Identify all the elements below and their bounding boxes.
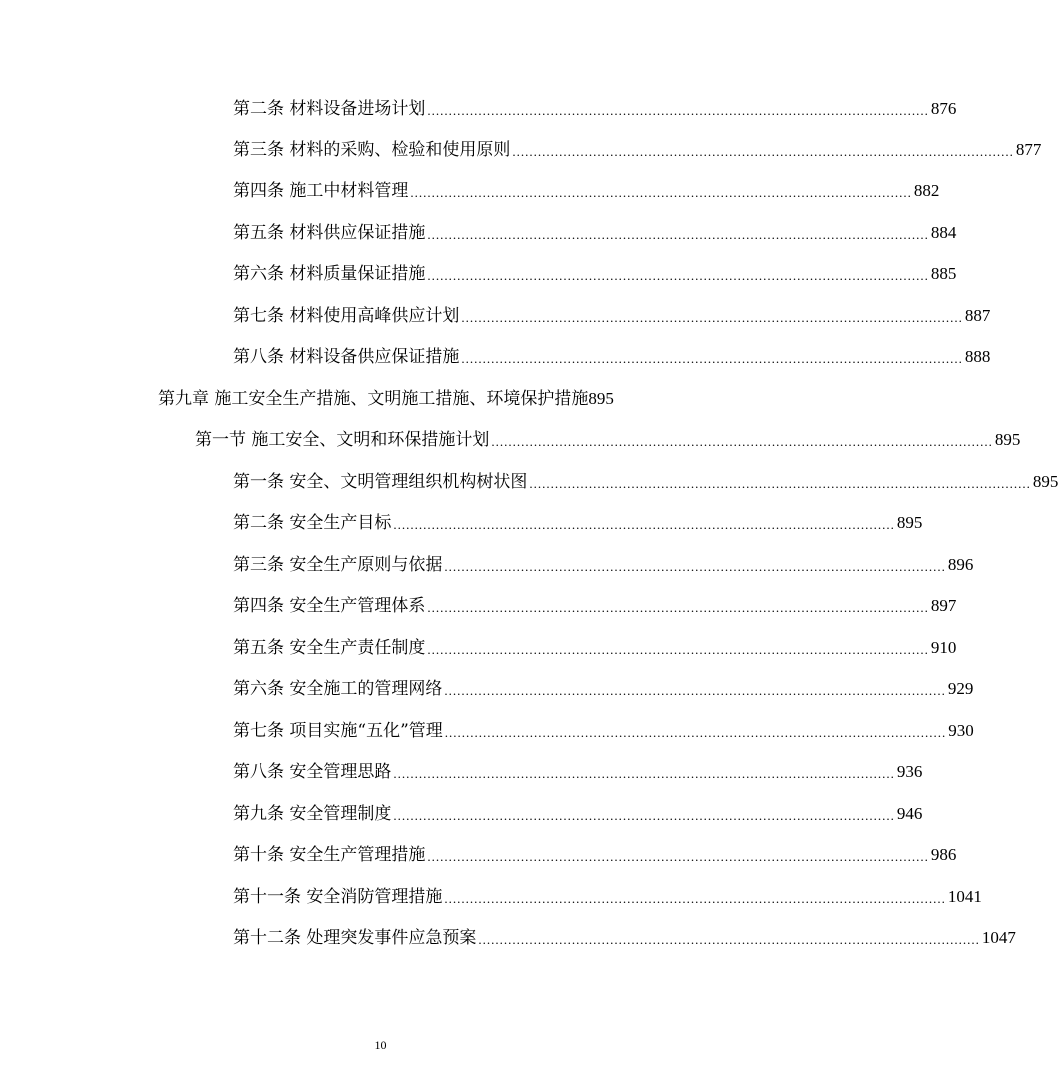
toc-entry[interactable] <box>233 836 957 866</box>
toc-leader-dots: ...................................................................................................................... <box>393 808 895 823</box>
toc-entry-page: 882 <box>913 181 940 200</box>
toc-entry-label: 第十条 安全生产管理措施 <box>233 845 426 865</box>
toc-leader-dots: ...................................................................................................................... <box>444 725 947 740</box>
toc-leader-dots: ...................................................................................................................... <box>427 849 929 864</box>
toc-entry-page: 885 <box>930 264 957 283</box>
toc-entry-label: 第十一条 安全消防管理措施 <box>233 887 443 907</box>
toc-entry-page: 897 <box>930 596 957 615</box>
toc-entry[interactable] <box>233 504 923 534</box>
toc-entry[interactable] <box>233 795 923 825</box>
toc-entry-page: 910 <box>930 638 957 657</box>
toc-entry-page: 929 <box>947 679 974 698</box>
toc-leader-dots: ...................................................................................................................... <box>427 600 929 615</box>
toc-entry-page: 888 <box>964 347 991 366</box>
toc-entry[interactable] <box>233 131 1042 161</box>
toc-leader-dots: ...................................................................................................................... <box>427 227 929 242</box>
toc-leader-dots: ...................................................................................................................... <box>461 351 963 366</box>
toc-entry-label: 第九章 施工安全生产措施、文明施工措施、环境保护措施 <box>158 389 589 409</box>
toc-entry-page: 896 <box>947 555 974 574</box>
toc-entry[interactable] <box>233 919 1016 949</box>
toc-leader-dots: ...................................................................................................................... <box>427 268 929 283</box>
toc-entry-page: 1041 <box>947 887 982 906</box>
page-number: 10 <box>374 1038 387 1052</box>
toc-entry[interactable] <box>233 712 974 742</box>
toc-entry-page: 895 <box>588 389 614 408</box>
toc-entry[interactable] <box>233 463 1058 493</box>
toc-entry[interactable] <box>233 172 940 202</box>
toc-leader-dots: ...................................................................................................................... <box>461 310 963 325</box>
toc-entry-label: 第九条 安全管理制度 <box>233 804 392 824</box>
toc-leader-dots: ...................................................................................................................... <box>427 642 929 657</box>
toc-entry[interactable] <box>233 214 957 244</box>
toc-entry-page: 1047 <box>981 928 1016 947</box>
toc-entry[interactable] <box>233 670 974 700</box>
toc-chapter-entry[interactable] <box>158 380 658 410</box>
toc-section-entry[interactable] <box>195 421 1021 451</box>
toc-entry-label: 第五条 安全生产责任制度 <box>233 638 426 658</box>
toc-entry[interactable] <box>233 90 957 120</box>
toc-entry-label: 第三条 安全生产原则与依据 <box>233 555 443 575</box>
toc-entry-label: 第四条 施工中材料管理 <box>233 181 409 201</box>
toc-entry-label: 第二条 安全生产目标 <box>233 513 392 533</box>
toc-entry-page: 876 <box>930 99 957 118</box>
toc-entry-label: 第三条 材料的采购、检验和使用原则 <box>233 140 511 160</box>
toc-entry-page: 986 <box>930 845 957 864</box>
toc-leader-dots: ...................................................................................................................... <box>444 891 946 906</box>
toc-entry[interactable] <box>233 546 974 576</box>
toc-entry[interactable] <box>233 255 957 285</box>
toc-leader-dots: ...................................................................................................................... <box>410 185 912 200</box>
toc-entry-label: 第二条 材料设备进场计划 <box>233 99 426 119</box>
toc-entry-page: 895 <box>896 513 923 532</box>
toc-entry-label: 第五条 材料供应保证措施 <box>233 223 426 243</box>
toc-entry-label: 第六条 材料质量保证措施 <box>233 264 426 284</box>
toc-entry-page: 877 <box>1015 140 1042 159</box>
toc-entry-label: 第一条 安全、文明管理组织机构树状图 <box>233 472 528 492</box>
toc-leader-dots: ...................................................................................................................... <box>444 683 946 698</box>
toc-entry[interactable] <box>233 587 957 617</box>
toc-entry-label: 第四条 安全生产管理体系 <box>233 596 426 616</box>
toc-entry[interactable] <box>233 878 982 908</box>
toc-entry-page: 930 <box>948 721 974 740</box>
toc-entry-label: 第八条 安全管理思路 <box>233 762 392 782</box>
toc-entry-label: 第八条 材料设备供应保证措施 <box>233 347 460 367</box>
toc-entry-label: 第十二条 处理突发事件应急预案 <box>233 928 477 948</box>
toc-entry-page: 946 <box>896 804 923 823</box>
toc-entry-page: 884 <box>930 223 957 242</box>
toc-entry[interactable] <box>233 629 957 659</box>
toc-entry[interactable] <box>233 753 923 783</box>
toc-leader-dots: ...................................................................................................................... <box>427 103 929 118</box>
toc-leader-dots: ...................................................................................................................... <box>529 476 1031 491</box>
toc-entry-label: 第六条 安全施工的管理网络 <box>233 679 443 699</box>
toc-entry-label: 第一节 施工安全、文明和环保措施计划 <box>195 430 490 450</box>
toc-leader-dots: ...................................................................................................................... <box>512 144 1014 159</box>
toc-entry-label: 第七条 材料使用高峰供应计划 <box>233 306 460 326</box>
toc-leader-dots: ...................................................................................................................... <box>393 766 895 781</box>
toc-entry-page: 895 <box>994 430 1021 449</box>
toc-entry[interactable] <box>233 338 991 368</box>
toc-entry-page: 887 <box>964 306 991 325</box>
toc-entry-page: 936 <box>896 762 923 781</box>
toc-entry-label: 第七条 项目实施“五化”管理 <box>233 721 443 741</box>
toc-entry-page: 895 <box>1032 472 1058 491</box>
toc-entry[interactable] <box>233 297 991 327</box>
toc-leader-dots: ...................................................................................................................... <box>393 517 895 532</box>
toc-leader-dots: ...................................................................................................................... <box>444 559 946 574</box>
toc-leader-dots: ...................................................................................................................... <box>491 434 993 449</box>
toc-leader-dots: ...................................................................................................................... <box>478 932 980 947</box>
